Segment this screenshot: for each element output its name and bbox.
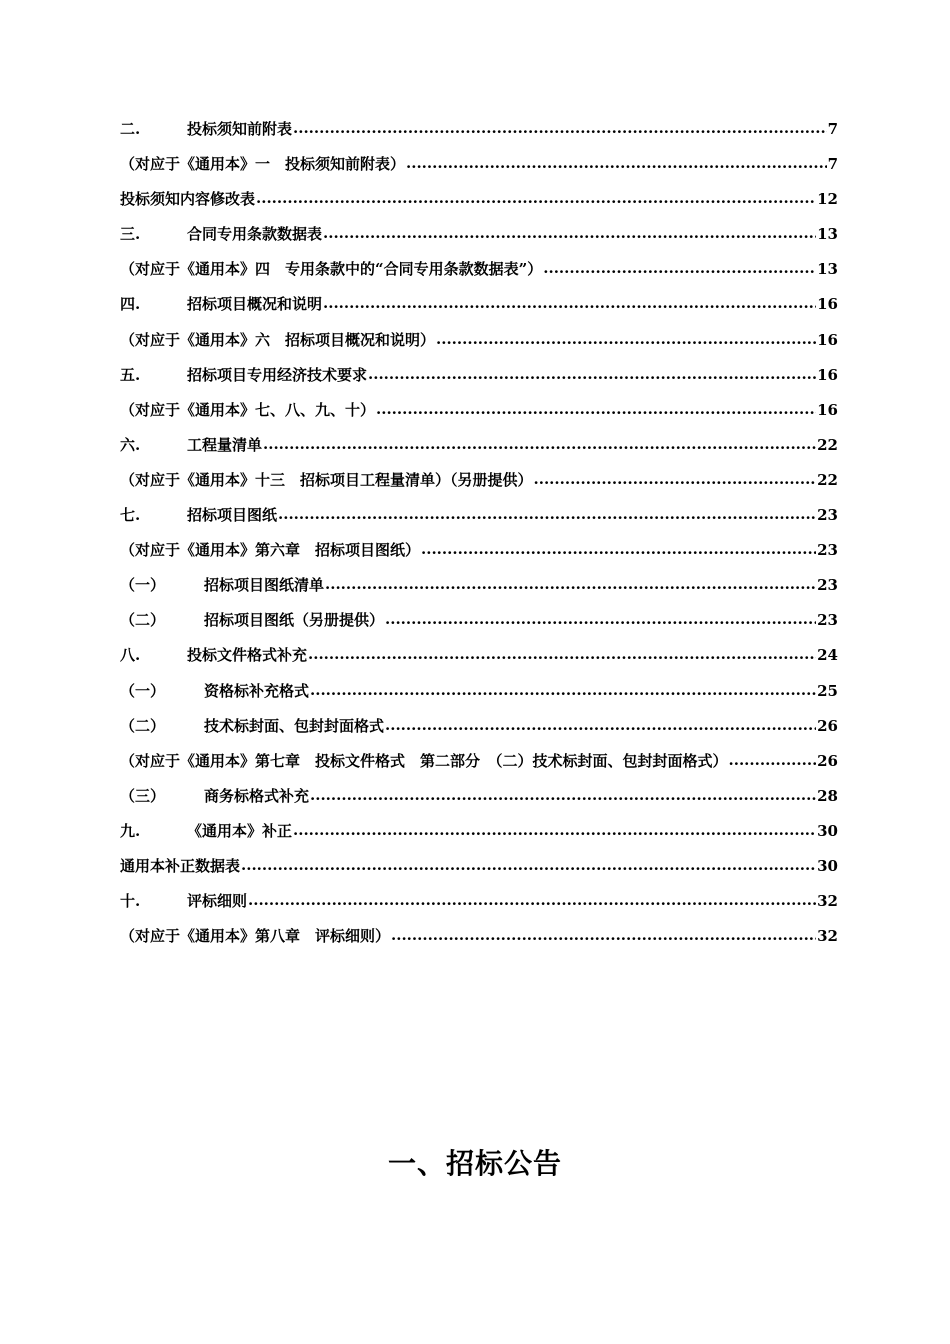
toc-entry-number: 十. [120,892,141,911]
toc-entry[interactable] [120,890,838,925]
toc-entry-title: 投标须知内容修改表 [120,190,256,209]
toc-entry-page-number: 23 [817,541,838,560]
section-heading: 一、招标公告 [387,1147,562,1180]
toc-entry-page-number: 28 [817,786,838,805]
toc-entry[interactable] [120,539,838,574]
toc-entry-title: 招标项目概况和说明 [187,295,323,314]
toc-entry[interactable] [120,504,838,539]
toc-dot-leader [534,470,817,485]
toc-entry[interactable] [120,855,838,890]
table-of-contents [120,118,838,960]
toc-entry-number: 五. [120,365,141,384]
toc-entry-title: 投标文件格式补充 [187,646,308,665]
toc-dot-leader [256,189,816,204]
toc-entry-number: 七. [120,506,141,525]
toc-dot-leader [376,400,816,415]
toc-entry-title: 投标须知前附表 [187,120,293,138]
toc-dot-leader [310,681,816,696]
toc-entry-number: 六. [120,435,141,454]
toc-entry[interactable] [120,715,838,750]
toc-entry-page-number: 12 [817,190,838,209]
toc-entry-number: （一） [120,681,166,700]
toc-dot-leader [543,259,816,274]
toc-dot-leader [368,365,816,380]
toc-entry-title: （对应于《通用本》七、八、九、十） [120,400,376,419]
toc-entry-title: （对应于《通用本》第八章 评标细则） [120,927,391,946]
toc-dot-leader [436,330,816,345]
toc-entry-page-number: 26 [817,751,838,770]
toc-entry-page-number: 23 [817,576,838,595]
toc-entry-title: 招标项目图纸（另册提供） [204,611,385,630]
toc-entry[interactable] [120,399,838,434]
toc-entry-number: 八. [120,646,141,665]
toc-entry-title: （对应于《通用本》第六章 招标项目图纸） [120,541,421,560]
toc-entry-page-number: 26 [817,716,838,735]
toc-entry-page-number: 16 [817,330,838,349]
toc-entry-title: 通用本补正数据表 [120,856,241,875]
toc-entry-number: （一） [120,576,166,595]
toc-entry-page-number: 22 [817,435,838,454]
toc-dot-leader [293,119,827,134]
toc-entry[interactable] [120,153,838,188]
toc-entry[interactable] [120,364,838,399]
toc-entry[interactable] [120,609,838,644]
toc-entry-title: 招标项目图纸清单 [204,576,325,595]
toc-entry-page-number: 16 [817,295,838,314]
toc-entry-page-number: 16 [817,365,838,384]
toc-entry-title: （对应于《通用本》四 专用条款中的“合同专用条款数据表”） [120,260,543,279]
toc-entry-page-number: 16 [817,400,838,419]
toc-entry-number: 四. [120,295,141,314]
toc-entry-number: 九. [120,821,141,840]
toc-entry-number: 三. [120,225,141,244]
toc-entry-title: （对应于《通用本》十三 招标项目工程量清单）（另册提供） [120,470,533,489]
toc-entry-number: 二. [120,120,141,138]
toc-entry[interactable] [120,329,838,364]
toc-dot-leader [406,154,827,169]
toc-entry[interactable] [120,644,838,679]
toc-entry-number: （三） [120,786,166,805]
toc-entry-title: 合同专用条款数据表 [187,225,323,244]
toc-entry[interactable] [120,118,838,153]
toc-entry-title: 《通用本》补正 [187,821,293,840]
toc-entry-title: 招标项目图纸 [187,506,278,525]
toc-entry[interactable] [120,750,838,785]
toc-dot-leader [325,575,816,590]
toc-entry-page-number: 23 [817,506,838,525]
toc-entry-number: （二） [120,716,166,735]
toc-entry[interactable] [120,574,838,609]
toc-entry-title: 工程量清单 [187,435,263,454]
toc-entry-title: 评标细则 [187,892,248,911]
toc-entry-title: 资格标补充格式 [204,681,310,700]
toc-entry[interactable] [120,188,838,223]
toc-dot-leader [308,645,816,660]
toc-entry-page-number: 22 [817,470,838,489]
toc-entry-page-number: 13 [817,225,838,244]
toc-entry-title: （对应于《通用本》六 招标项目概况和说明） [120,330,436,349]
toc-entry[interactable] [120,469,838,504]
toc-dot-leader [248,891,816,906]
toc-dot-leader [310,786,816,801]
toc-entry-page-number: 32 [817,927,838,946]
toc-dot-leader [385,610,816,625]
toc-entry-page-number: 24 [817,646,838,665]
toc-entry-title: （对应于《通用本》第七章 投标文件格式 第二部分 （二）技术标封面、包封封面格式） [120,751,728,770]
toc-dot-leader [391,926,816,941]
toc-dot-leader [241,856,816,871]
toc-entry[interactable] [120,785,838,820]
toc-entry-page-number: 23 [817,611,838,630]
toc-entry-page-number: 13 [817,260,838,279]
toc-entry-page-number: 30 [817,856,838,875]
toc-entry-page-number: 7 [827,120,838,138]
toc-entry-page-number: 25 [817,681,838,700]
toc-entry[interactable] [120,293,838,328]
toc-dot-leader [729,751,817,766]
toc-entry-number: （二） [120,611,166,630]
toc-entry[interactable] [120,820,838,855]
toc-entry-page-number: 7 [827,155,838,174]
toc-entry[interactable] [120,680,838,715]
toc-entry[interactable] [120,434,838,469]
toc-entry-title: （对应于《通用本》一 投标须知前附表） [120,155,406,174]
toc-dot-leader [421,540,816,555]
toc-dot-leader [323,294,816,309]
toc-entry[interactable] [120,925,838,960]
toc-entry-title: 商务标格式补充 [204,786,310,805]
toc-dot-leader [278,505,816,520]
toc-dot-leader [263,435,816,450]
toc-entry-page-number: 30 [817,821,838,840]
toc-dot-leader [293,821,816,836]
toc-entry-page-number: 32 [817,892,838,911]
toc-entry-title: 技术标封面、包封封面格式 [204,716,385,735]
toc-dot-leader [385,716,816,731]
toc-entry-title: 招标项目专用经济技术要求 [187,365,368,384]
toc-entry[interactable] [120,258,838,293]
toc-dot-leader [323,224,816,239]
toc-entry[interactable] [120,223,838,258]
